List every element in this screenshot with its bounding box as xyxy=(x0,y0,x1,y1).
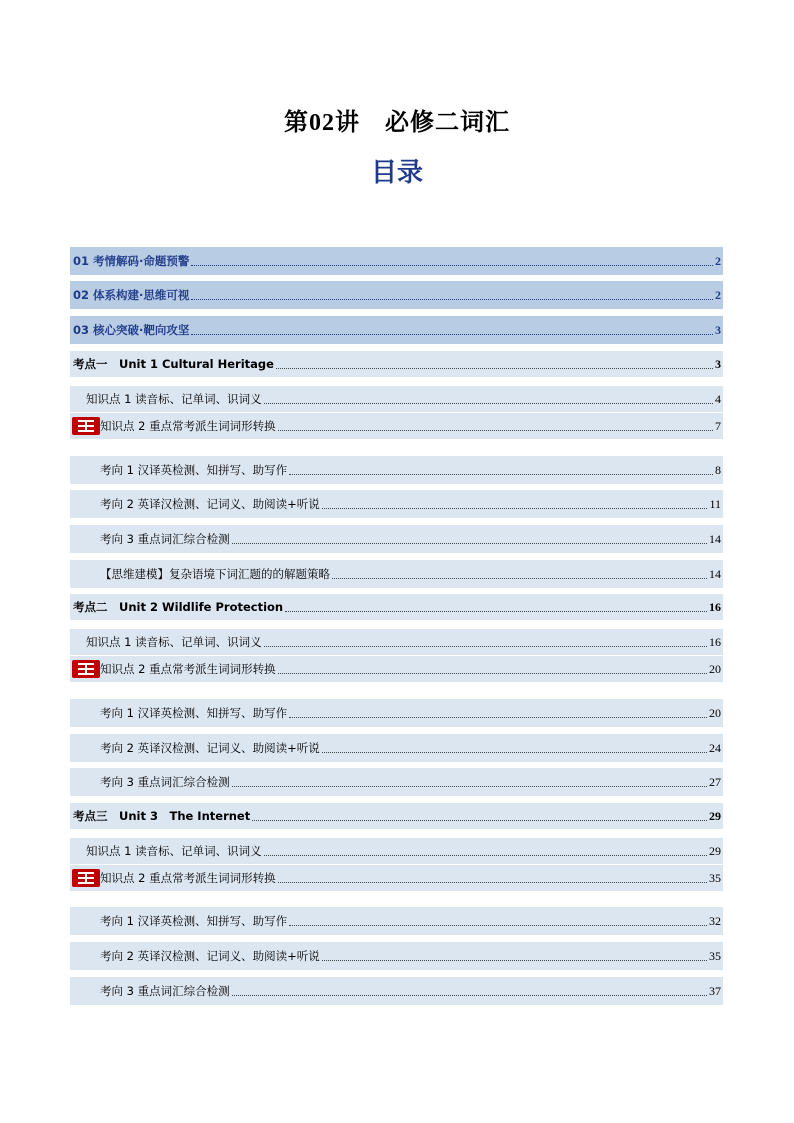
toc-entry[interactable] xyxy=(70,525,723,553)
toc-entry-label: 03 核心突破·靶向攻坚 xyxy=(73,323,190,337)
dot-leader xyxy=(278,673,707,674)
dot-leader xyxy=(289,474,713,475)
toc-entry[interactable] xyxy=(70,413,723,439)
toc-entry-page: 32 xyxy=(709,913,721,928)
toc-entry-label: 知识点 2 重点常考派生词词形转换 xyxy=(100,419,276,433)
toc-entry-label: 考向 1 汉译英检测、知拼写、助写作 xyxy=(100,463,288,477)
toc-entry[interactable] xyxy=(70,386,723,412)
toc-entry-label: 02 体系构建·思维可视 xyxy=(73,288,190,302)
toc-entry[interactable] xyxy=(70,907,723,935)
toc-entry[interactable] xyxy=(70,699,723,727)
dot-leader xyxy=(289,717,707,718)
dot-leader xyxy=(191,334,713,335)
toc-entry-page: 37 xyxy=(709,983,721,998)
toc-entry-label: 知识点 1 读音标、记单词、识词义 xyxy=(86,844,262,858)
toc-entry-label: 考点三 Unit 3 The Internet xyxy=(73,809,251,823)
toc-entry[interactable] xyxy=(70,490,723,518)
toc-entry[interactable] xyxy=(70,456,723,484)
toc-entry-label: 知识点 2 重点常考派生词词形转换 xyxy=(100,871,276,885)
toc-entry-label: 知识点 2 重点常考派生词词形转换 xyxy=(100,662,276,676)
dot-leader xyxy=(264,646,707,647)
key-point-badge-icon xyxy=(72,869,100,887)
toc-entry[interactable] xyxy=(70,977,723,1005)
toc-entry[interactable] xyxy=(70,734,723,762)
toc-entry[interactable] xyxy=(70,656,723,682)
toc-entry[interactable] xyxy=(70,594,723,620)
dot-leader xyxy=(264,855,707,856)
toc-entry-page: 14 xyxy=(709,531,721,546)
dot-leader xyxy=(289,925,707,926)
dot-leader xyxy=(232,786,707,787)
toc-entry-label: 01 考情解码·命题预警 xyxy=(73,254,190,268)
toc-entry-label: 考向 2 英译汉检测、记词义、助阅读+听说 xyxy=(100,741,320,755)
title-suffix: 讲 必修二词汇 xyxy=(335,108,510,136)
page-title xyxy=(0,102,794,137)
toc-entry-page: 7 xyxy=(715,418,721,433)
toc-entry[interactable] xyxy=(70,629,723,655)
toc-entry-page: 20 xyxy=(709,705,721,720)
toc-entry-page: 35 xyxy=(709,948,721,963)
dot-leader xyxy=(191,299,713,300)
toc-entry[interactable] xyxy=(70,560,723,588)
dot-leader xyxy=(278,882,707,883)
dot-leader xyxy=(276,368,713,369)
key-point-badge-icon xyxy=(72,417,100,435)
key-point-badge-icon xyxy=(72,660,100,678)
toc-entry[interactable] xyxy=(70,281,723,309)
toc-heading: 目录 xyxy=(370,158,423,188)
dot-leader xyxy=(278,430,713,431)
toc-entry[interactable] xyxy=(70,247,723,275)
toc-entry-page: 35 xyxy=(709,870,721,885)
toc-entry[interactable] xyxy=(70,838,723,864)
toc-entry[interactable] xyxy=(70,942,723,970)
title-prefix: 第 xyxy=(284,108,309,136)
toc-entry-label: 【思维建模】复杂语境下词汇题的的解题策略 xyxy=(100,567,330,581)
title-number: 02 xyxy=(309,110,335,136)
dot-leader xyxy=(332,578,707,579)
dot-leader xyxy=(322,752,707,753)
toc-entry-page: 3 xyxy=(715,322,721,337)
dot-leader xyxy=(252,820,707,821)
toc-entry-label: 考向 1 汉译英检测、知拼写、助写作 xyxy=(100,706,288,720)
toc-entry-label: 考向 3 重点词汇综合检测 xyxy=(100,775,230,789)
dot-leader xyxy=(264,403,713,404)
dot-leader xyxy=(191,265,713,266)
toc-entry-page: 2 xyxy=(715,253,721,268)
toc-entry-page: 3 xyxy=(715,356,721,371)
toc-entry-page: 14 xyxy=(709,566,721,581)
dot-leader xyxy=(232,543,707,544)
toc-entry-page: 8 xyxy=(715,462,721,477)
toc-entry-label: 考向 2 英译汉检测、记词义、助阅读+听说 xyxy=(100,949,320,963)
toc-entry-page: 24 xyxy=(709,740,721,755)
toc-entry-label: 考向 3 重点词汇综合检测 xyxy=(100,984,230,998)
toc-entry-page: 16 xyxy=(709,634,721,649)
toc-entry-page: 27 xyxy=(709,774,721,789)
toc-entry[interactable] xyxy=(70,865,723,891)
toc-entry-page: 2 xyxy=(715,287,721,302)
toc-entry-page: 11 xyxy=(709,496,721,511)
toc-entry-page: 29 xyxy=(709,808,721,823)
toc-entry[interactable] xyxy=(70,803,723,829)
toc-entry-label: 知识点 1 读音标、记单词、识词义 xyxy=(86,635,262,649)
toc-entry[interactable] xyxy=(70,768,723,796)
toc-entry-label: 考向 2 英译汉检测、记词义、助阅读+听说 xyxy=(100,497,320,511)
toc-entry-page: 16 xyxy=(709,599,721,614)
toc-entry-label: 考点一 Unit 1 Cultural Heritage xyxy=(73,357,274,371)
dot-leader xyxy=(285,611,707,612)
toc-entry-page: 4 xyxy=(715,391,721,406)
toc-entry-label: 知识点 1 读音标、记单词、识词义 xyxy=(86,392,262,406)
dot-leader xyxy=(322,508,708,509)
toc-entry-label: 考向 1 汉译英检测、知拼写、助写作 xyxy=(100,914,288,928)
toc-entry[interactable] xyxy=(70,351,723,377)
dot-leader xyxy=(232,995,707,996)
toc-entry-label: 考向 3 重点词汇综合检测 xyxy=(100,532,230,546)
toc-entry-page: 29 xyxy=(709,843,721,858)
toc-entry[interactable] xyxy=(70,316,723,344)
dot-leader xyxy=(322,960,707,961)
toc-entry-label: 考点二 Unit 2 Wildlife Protection xyxy=(73,600,284,614)
toc-entry-page: 20 xyxy=(709,661,721,676)
